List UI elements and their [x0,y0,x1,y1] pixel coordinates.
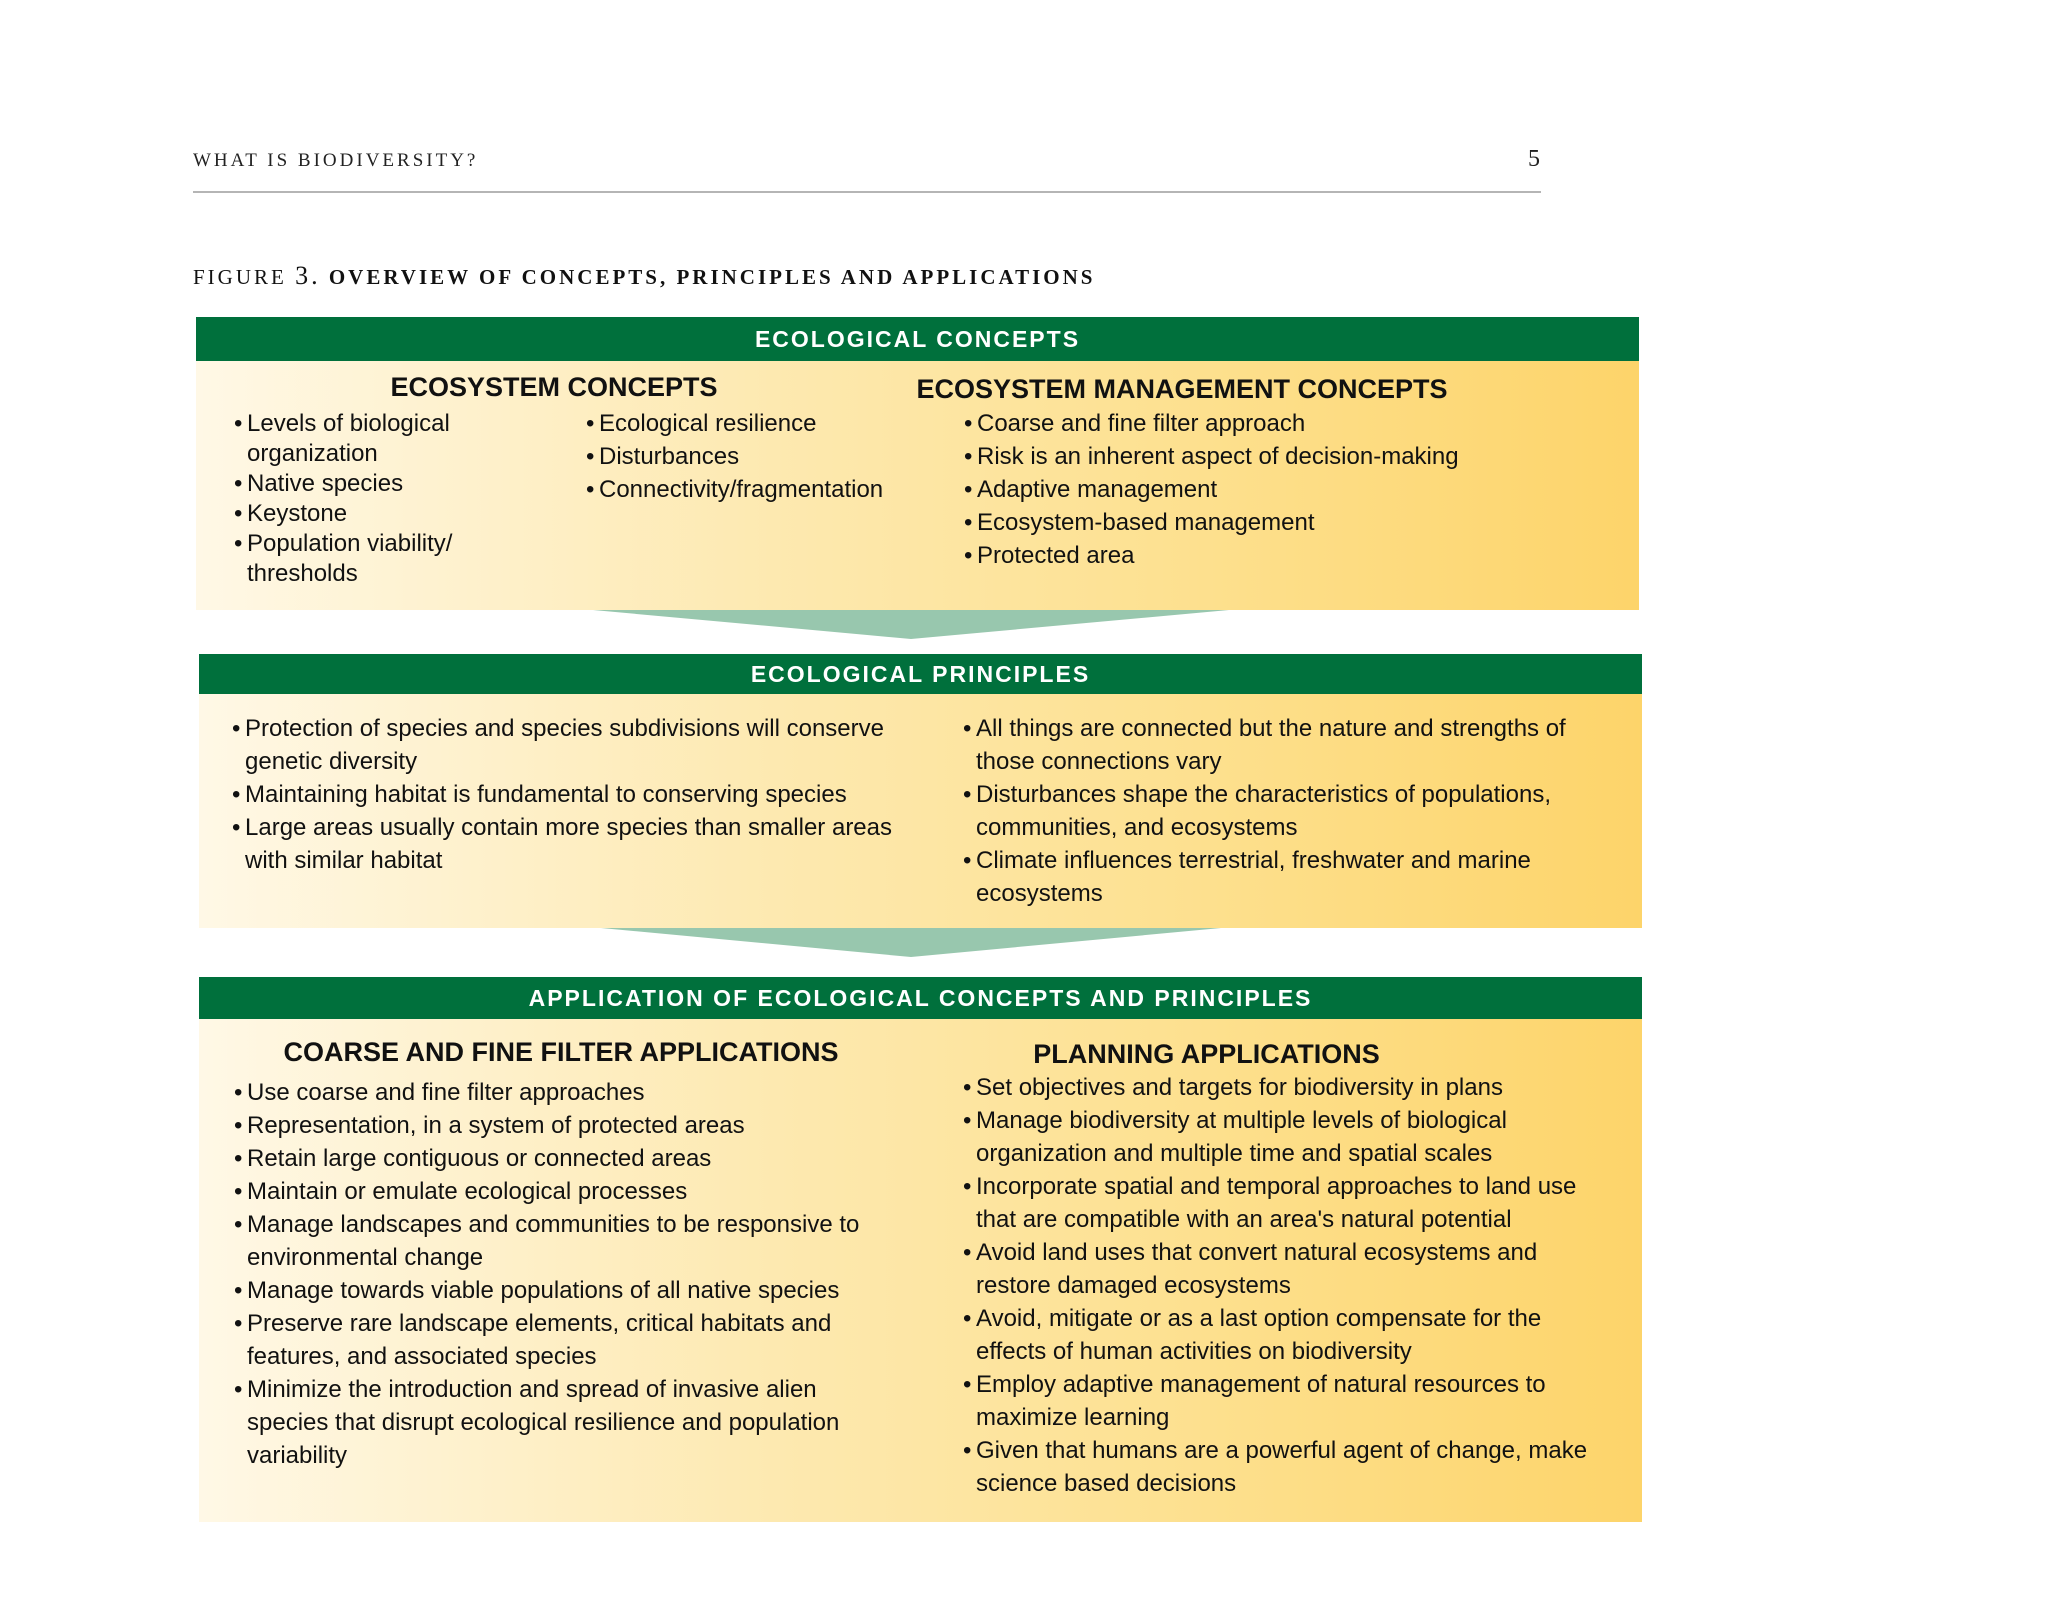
list-item: • Use coarse and fine filter approaches [234,1076,894,1109]
list-item: • Set objectives and targets for biodiversity in plans [963,1071,1603,1104]
figure-number: 3. [295,261,321,290]
applications-panel [199,977,1642,1522]
list-item: • Retain large contiguous or connected areas [234,1142,894,1175]
ecological-concepts-panel [196,317,1639,610]
figure-label: FIGURE [193,265,287,289]
list-item: • Coarse and fine filter approach [964,407,1604,440]
list-item: • Risk is an inherent aspect of decision-making [964,440,1604,473]
list-item: • Incorporate spatial and temporal approaches to land use that are compatible with an area's natural potential [963,1170,1603,1236]
ecosystem-concepts-heading: ECOSYSTEM CONCEPTS [390,372,718,402]
ecosystem-management-heading: ECOSYSTEM MANAGEMENT CONCEPTS [916,374,1448,404]
list-item: • Avoid land uses that convert natural ecosystems and restore damaged ecosystems [963,1236,1603,1302]
planning-heading: PLANNING APPLICATIONS [1033,1039,1380,1069]
list-item: • Levels of biological organization [234,409,484,469]
applications-bar: APPLICATION OF ECOLOGICAL CONCEPTS AND PRINCIPLES [199,977,1642,1019]
list-item: • Protected area [964,539,1604,572]
list-item: • Manage biodiversity at multiple levels of biological organization and multiple time and spatial scales [963,1104,1603,1170]
list-item: • Ecological resilience [586,407,926,440]
list-item: • Manage towards viable populations of all native species [234,1274,894,1307]
list-item: • Representation, in a system of protected areas [234,1109,894,1142]
list-item: • Large areas usually contain more species than smaller areas with similar habitat [232,811,922,877]
ecosystem-management-list [964,407,1604,572]
page-number: 5 [1528,146,1540,172]
ecological-principles-bar: ECOLOGICAL PRINCIPLES [199,654,1642,694]
flow-arrow-2 [601,928,1221,957]
ecosystem-concepts-list-2 [586,407,926,506]
coarse-fine-list [234,1076,894,1472]
figure-title [193,261,1095,291]
ecosystem-concepts-list-1 [234,409,484,589]
list-item: • Native species [234,469,484,499]
list-item: • Given that humans are a powerful agent of change, make science based decisions [963,1434,1603,1500]
list-item: • Disturbances shape the characteristics of populations, communities, and ecosystems [963,778,1593,844]
coarse-fine-heading: COARSE AND FINE FILTER APPLICATIONS [283,1037,839,1067]
list-item: • Population viability/ thresholds [234,529,484,589]
list-item: • Avoid, mitigate or as a last option compensate for the effects of human activities on biodiversity [963,1302,1603,1368]
list-item: • Adaptive management [964,473,1604,506]
ecological-principles-right-list [963,712,1593,910]
figure-caption: OVERVIEW OF CONCEPTS, PRINCIPLES AND APPLICATIONS [328,265,1096,289]
list-item: • Ecosystem-based management [964,506,1604,539]
list-item: • Climate influences terrestrial, freshwater and marine ecosystems [963,844,1593,910]
list-item: • Connectivity/fragmentation [586,473,926,506]
header-divider [193,191,1541,193]
ecological-concepts-bar: ECOLOGICAL CONCEPTS [196,317,1639,361]
list-item: • Minimize the introduction and spread of invasive alien species that disrupt ecological resilience and population variability [234,1373,894,1472]
list-item: • Manage landscapes and communities to be responsive to environmental change [234,1208,894,1274]
list-item: • Maintain or emulate ecological processes [234,1175,894,1208]
list-item: • Protection of species and species subdivisions will conserve genetic diversity [232,712,922,778]
running-title: WHAT IS BIODIVERSITY? [193,150,479,171]
flow-arrow-1 [593,610,1229,639]
list-item: • All things are connected but the nature and strengths of those connections vary [963,712,1593,778]
planning-list [963,1071,1603,1500]
list-item: • Preserve rare landscape elements, critical habitats and features, and associated species [234,1307,894,1373]
list-item: • Maintaining habitat is fundamental to conserving species [232,778,922,811]
ecological-principles-panel [199,654,1642,928]
list-item: • Disturbances [586,440,926,473]
list-item: • Keystone [234,499,484,529]
list-item: • Employ adaptive management of natural resources to maximize learning [963,1368,1603,1434]
ecological-principles-left-list [232,712,922,877]
